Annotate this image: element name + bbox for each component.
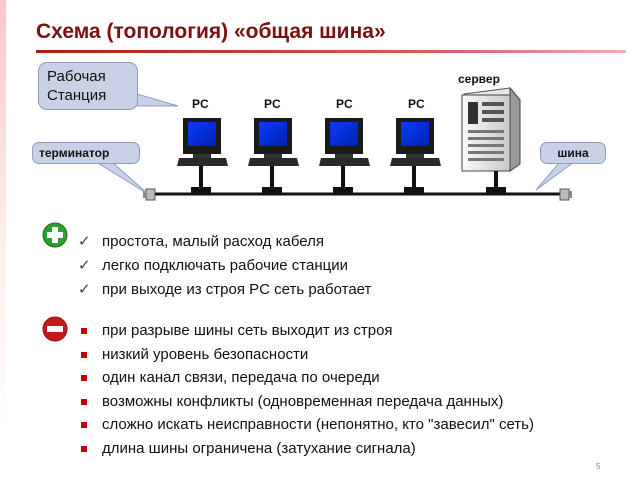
list-item: при разрыве шины сеть выходит из строя [76, 319, 534, 343]
bus-callout: шина [540, 142, 606, 164]
list-item: длина шины ограничена (затухание сигнала) [76, 437, 534, 461]
list-item: один канал связи, передача по очереди [76, 366, 534, 390]
list-item: возможны конфликты (одновременная передача данных) [76, 390, 534, 414]
bullet-square-icon [81, 422, 87, 428]
workstation-1-icon [177, 118, 228, 195]
bullet-square-icon [81, 352, 87, 358]
bullet-square-icon [81, 446, 87, 452]
terminator-callout-pointer [96, 162, 148, 194]
page-number: 5 [596, 462, 601, 471]
list-item: сложно искать неисправности (непонятно, кто "завесил" сеть) [76, 413, 534, 437]
checkmark-icon: ✓ [78, 257, 91, 274]
workstation-callout [38, 62, 138, 110]
server-label: сервер [458, 72, 500, 86]
pros-list [76, 230, 371, 302]
list-item: низкий уровень безопасности [76, 343, 534, 367]
list-item: ✓ при выходе из строя PC сеть работает [76, 278, 371, 302]
workstation-2-icon [248, 118, 299, 195]
workstation-callout-line-2: Станция [47, 87, 107, 104]
workstation-callout-line-1: Рабочая [47, 68, 106, 85]
page-title: Схема (топология) «общая шина» [36, 20, 386, 43]
bullet-square-icon [81, 328, 87, 334]
pc-label-2: PC [264, 97, 281, 111]
list-item: ✓ простота, малый расход кабеля [76, 230, 371, 254]
workstation-3-icon [319, 118, 370, 195]
pc-label-3: PC [336, 97, 353, 111]
bus-callout-pointer [536, 162, 574, 190]
minus-circle-icon [42, 316, 68, 342]
checkmark-icon: ✓ [78, 233, 91, 250]
bus-topology-diagram [0, 0, 638, 230]
checkmark-icon: ✓ [78, 281, 91, 298]
list-item: ✓ легко подключать рабочие станции [76, 254, 371, 278]
pc-label-4: PC [408, 97, 425, 111]
terminator-callout: терминатор [32, 142, 140, 164]
pc-label-1: PC [192, 97, 209, 111]
cons-list [76, 319, 534, 461]
workstation-4-icon [390, 118, 441, 195]
bullet-square-icon [81, 399, 87, 405]
plus-circle-icon [42, 222, 68, 248]
bullet-square-icon [81, 375, 87, 381]
terminator-right-icon [560, 189, 572, 200]
server-icon [462, 88, 520, 195]
